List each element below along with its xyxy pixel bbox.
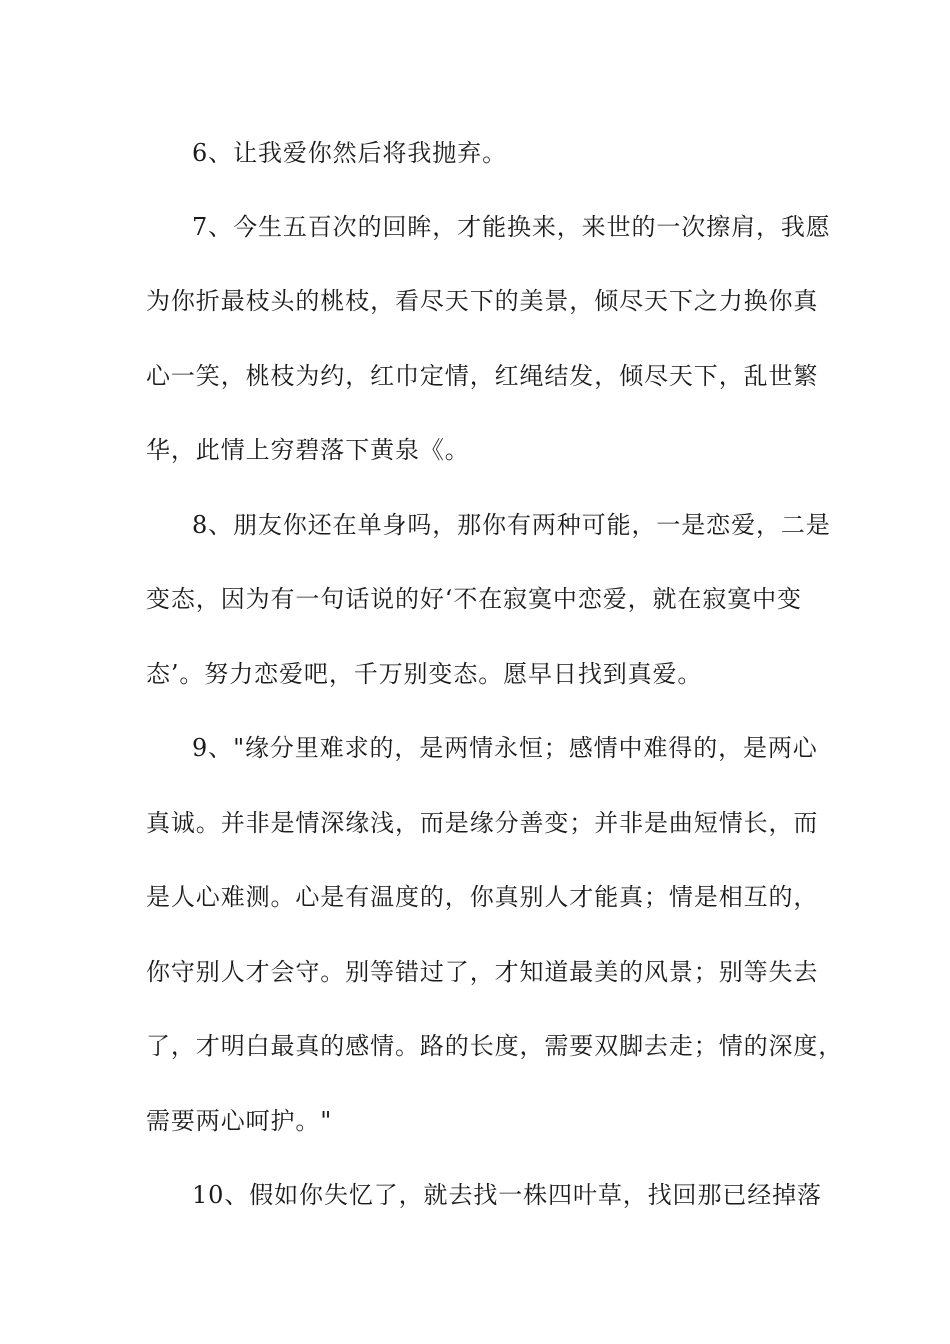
paragraph-7-line-3: 心一笑，桃枝为约，红巾定情，红绳结发，倾尽天下，乱世繁: [146, 362, 819, 390]
paragraph-8-line-1: 8、朋友你还在单身吗，那你有两种可能，一是恋爱，二是: [192, 511, 831, 539]
paragraph-7-line-1: 7、今生五百次的回眸，才能换来，来世的一次擦肩，我愿: [192, 213, 831, 241]
paragraph-10-line-1: 10、假如你失忆了，就去找一株四叶草，找回那已经掉落: [192, 1181, 822, 1209]
paragraph-6-line-1: 6、让我爱你然后将我抛弃。: [192, 139, 507, 167]
paragraph-9-line-1: 9、"缘分里难求的，是两情永恒；感情中难得的，是两心: [192, 734, 818, 762]
paragraph-9-line-2: 真诚。并非是情深缘浅，而是缘分善变；并非是曲短情长，而: [146, 809, 819, 837]
paragraph-7-line-4: 华，此情上穷碧落下黄泉《。: [146, 436, 470, 464]
paragraph-9-line-6: 需要两心呵护。": [146, 1107, 333, 1135]
paragraph-9-line-3: 是人心难测。心是有温度的，你真别人才能真；情是相互的，: [146, 883, 819, 911]
paragraph-9-line-5: 了，才明白最真的感情。路的长度，需要双脚去走；情的深度，: [146, 1032, 844, 1060]
paragraph-8-line-3: 态’。努力恋爱吧，千万别变态。愿早日找到真爱。: [146, 660, 703, 688]
paragraph-8-line-2: 变态，因为有一句话说的好‘不在寂寞中恋爱，就在寂寞中变: [146, 585, 802, 613]
paragraph-9-line-4: 你守别人才会守。别等错过了，才知道最美的风景；别等失去: [146, 958, 819, 986]
paragraph-7-line-2: 为你折最枝头的桃枝，看尽天下的美景，倾尽天下之力换你真: [146, 287, 819, 315]
